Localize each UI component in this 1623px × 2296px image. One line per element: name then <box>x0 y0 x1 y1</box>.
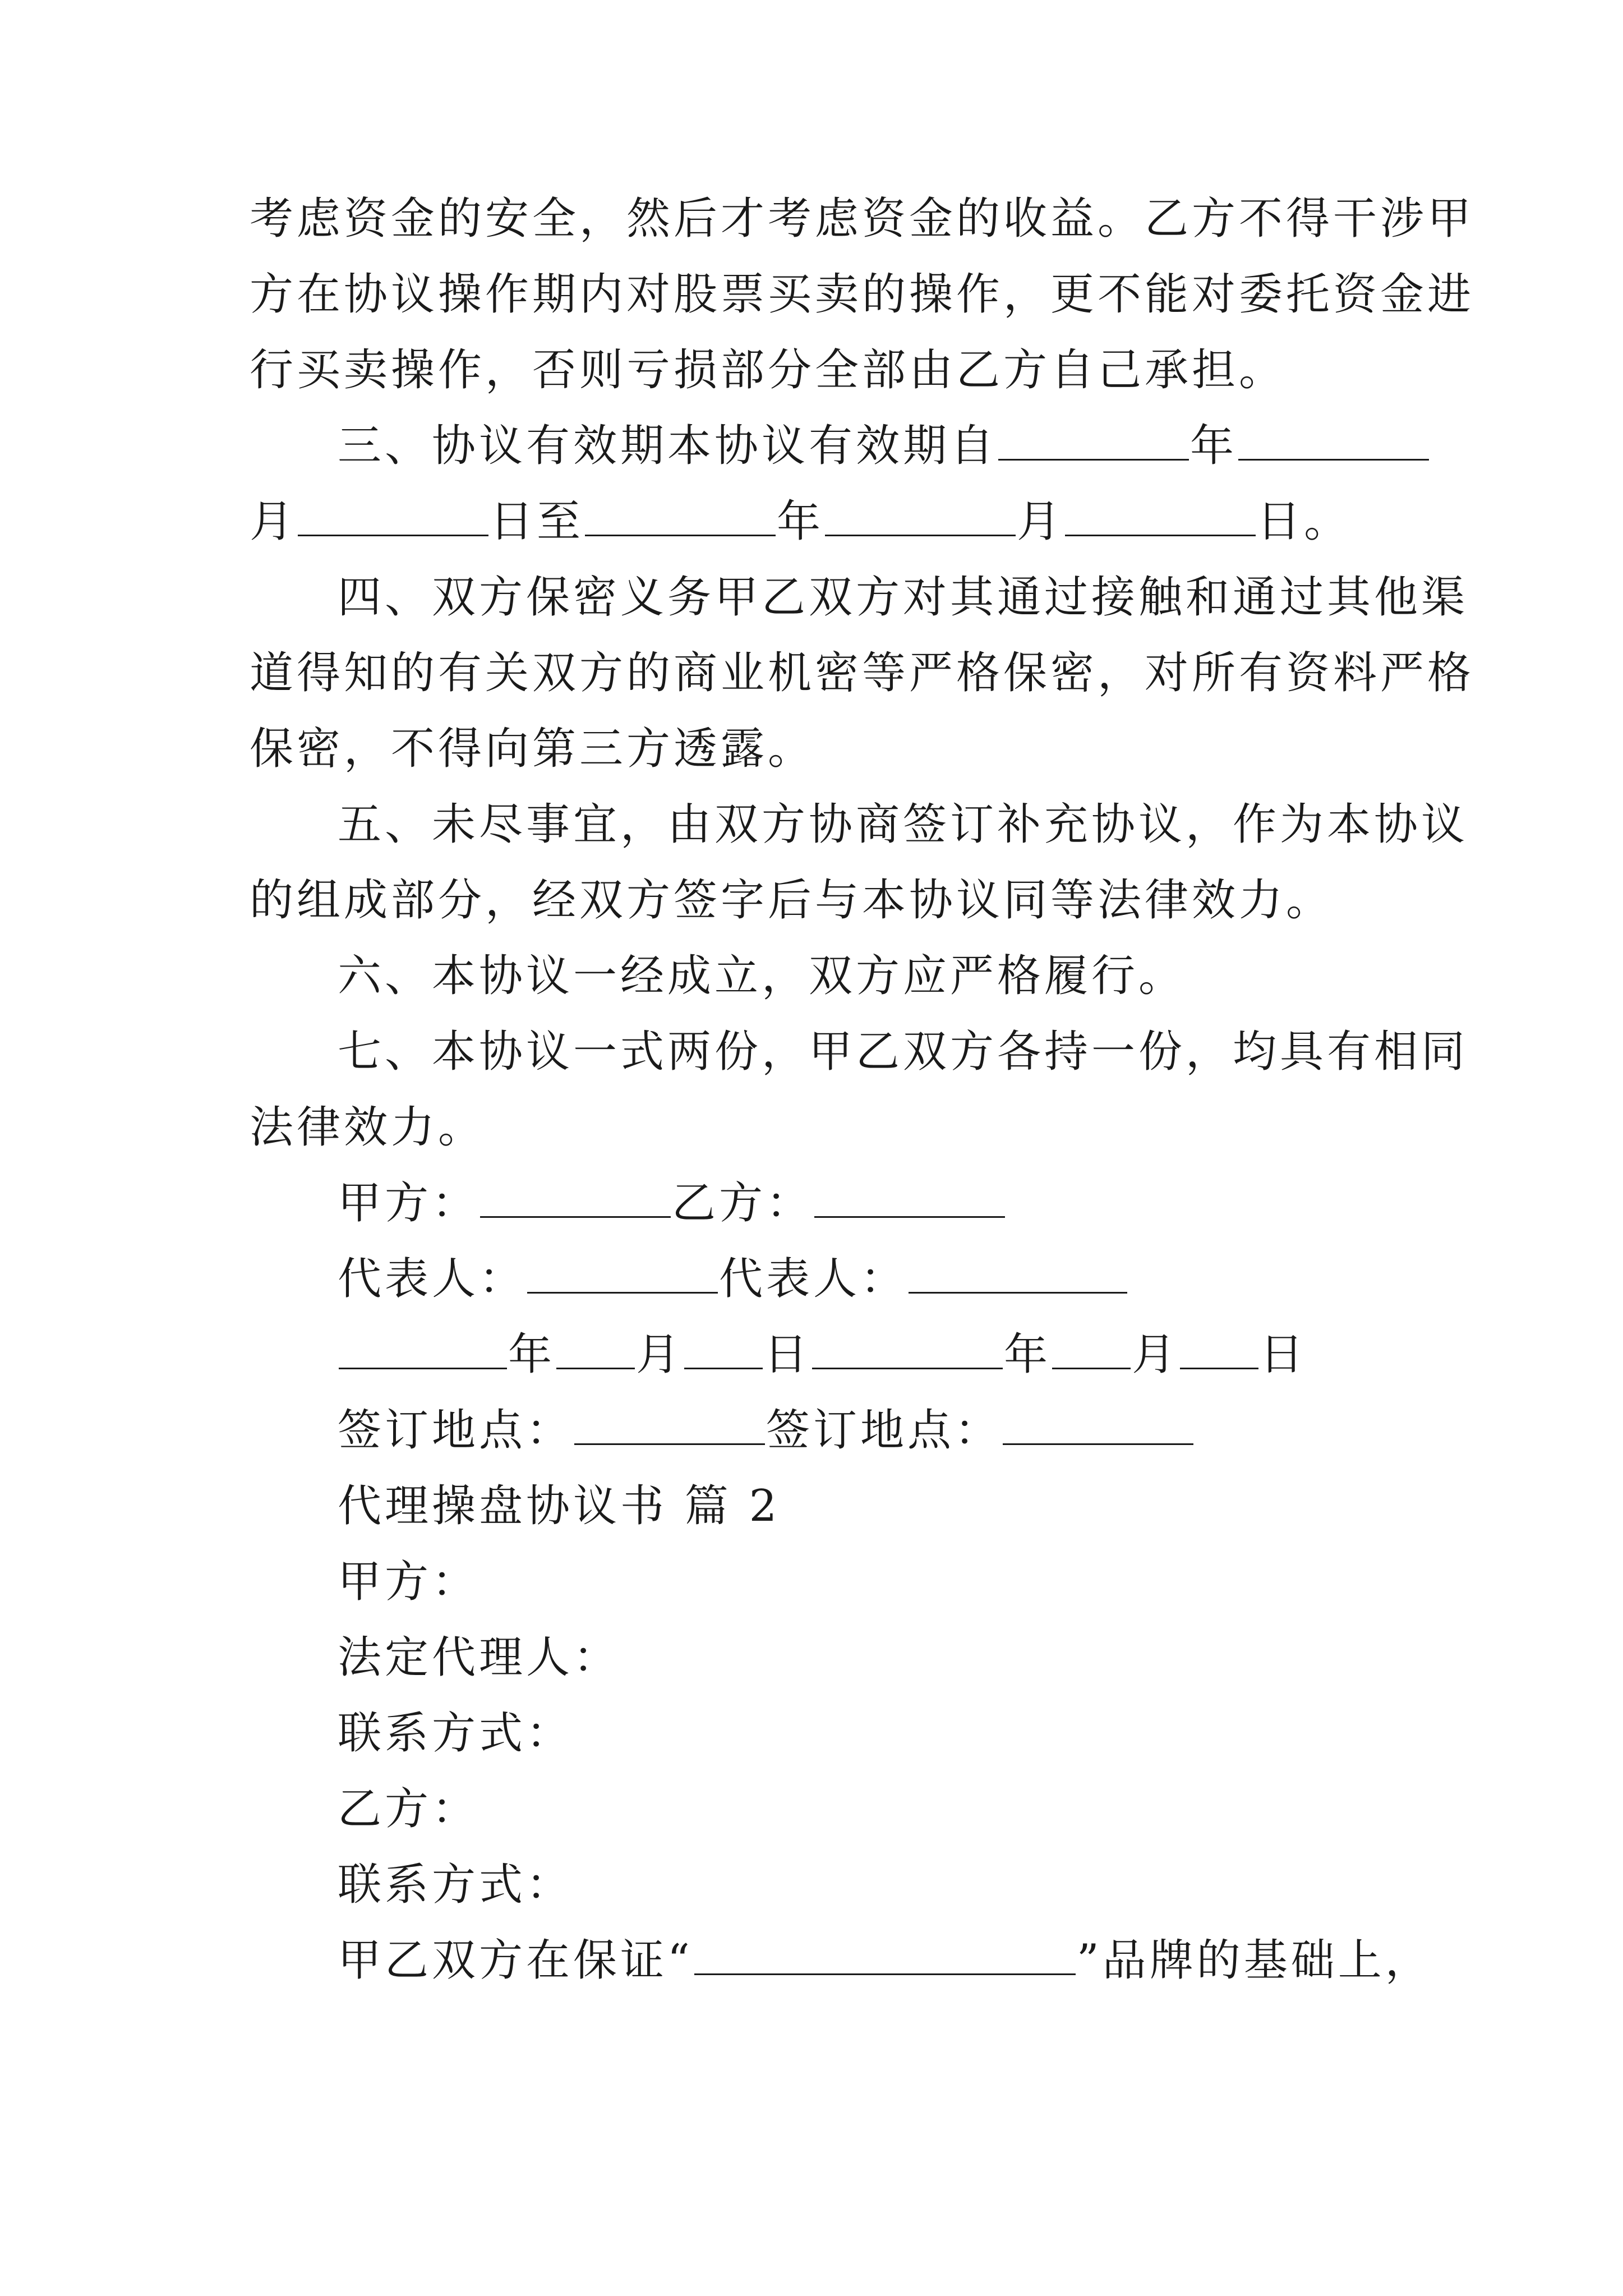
signing-place-line <box>338 1402 1195 1458</box>
clause-3-line-1 <box>338 418 1430 474</box>
month-label: 月 <box>1132 1329 1179 1380</box>
party-signature-line <box>338 1175 1006 1231</box>
clause-7-line: 法律效力。 <box>250 1102 486 1153</box>
party-b-label: 乙方： <box>672 1178 814 1228</box>
rep-a-label: 代表人： <box>338 1254 527 1304</box>
signing-date-line <box>338 1327 1307 1383</box>
brand-blank <box>694 1936 1076 1975</box>
day-end-label: 日。 <box>1257 496 1352 547</box>
year-label: 年 <box>1190 421 1238 471</box>
month-blank <box>1052 1331 1131 1369</box>
brand-text-start: 甲乙双方在保证“ <box>338 1935 693 1986</box>
clause-6-line: 六、本协议一经成立，双方应严格履行。 <box>338 951 1186 1001</box>
year-blank <box>339 1331 507 1369</box>
clause-5-line: 五、未尽事宜，由双方协商签订补充协议，作为本协议 <box>338 799 1469 850</box>
clause-5-line: 的组成部分，经双方签字后与本协议同等法律效力。 <box>250 875 1334 926</box>
month-label: 月 <box>1017 496 1064 547</box>
day-blank <box>684 1331 763 1369</box>
rep-b-blank <box>909 1255 1127 1294</box>
section-heading: 代理操盘协议书 篇 2 <box>338 1481 781 1531</box>
legal-agent-field: 法定代理人： <box>338 1632 621 1683</box>
rep-b-label: 代表人： <box>719 1254 908 1304</box>
party-a-label: 甲方： <box>338 1178 479 1228</box>
month-label: 月 <box>250 496 297 547</box>
party-b-field: 乙方： <box>338 1784 479 1834</box>
clause-4-line: 四、双方保密义务甲乙双方对其通过接触和通过其他渠 <box>338 572 1469 623</box>
date-blank <box>298 498 488 536</box>
party-b-blank <box>814 1179 1005 1218</box>
year-label: 年 <box>1004 1329 1052 1380</box>
clause-4-line: 保密，不得向第三方透露。 <box>250 724 815 774</box>
paragraph-line: 方在协议操作期内对股票买卖的操作，更不能对委托资金进 <box>250 269 1475 320</box>
brand-line <box>338 1932 1432 1989</box>
place-a-blank <box>574 1406 765 1445</box>
month-blank <box>556 1331 635 1369</box>
clause-text: 三、协议有效期本协议有效期自 <box>338 421 998 471</box>
representative-line <box>338 1251 1128 1307</box>
place-a-label: 签订地点： <box>338 1405 574 1456</box>
contact-a-field: 联系方式： <box>338 1708 574 1759</box>
contact-b-field: 联系方式： <box>338 1860 574 1910</box>
date-blank <box>1065 498 1256 536</box>
party-a-blank <box>480 1179 671 1218</box>
brand-text-end: ”品牌的基础上， <box>1076 1935 1432 1986</box>
day-label: 日 <box>764 1329 811 1380</box>
day-to-label: 日至 <box>490 496 584 547</box>
paragraph-line: 行买卖操作，否则亏损部分全部由乙方自己承担。 <box>250 345 1287 395</box>
clause-3-line-2 <box>250 494 1351 550</box>
date-blank <box>998 422 1189 461</box>
day-blank <box>1180 1331 1258 1369</box>
clause-7-line: 七、本协议一式两份，甲乙双方各持一份，均具有相同 <box>338 1027 1469 1077</box>
place-b-blank <box>1003 1406 1193 1445</box>
date-blank <box>1238 422 1429 461</box>
rep-a-blank <box>527 1255 718 1294</box>
date-blank <box>825 498 1016 536</box>
clause-4-line: 道得知的有关双方的商业机密等严格保密，对所有资料严格 <box>250 648 1475 698</box>
paragraph-line: 考虑资金的安全，然后才考虑资金的收益。乙方不得干涉甲 <box>250 194 1475 244</box>
year-label: 年 <box>508 1329 556 1380</box>
place-b-label: 签订地点： <box>766 1405 1002 1456</box>
year-label: 年 <box>777 496 824 547</box>
day-label: 日 <box>1260 1329 1307 1380</box>
year-blank <box>812 1331 1003 1369</box>
date-blank <box>585 498 776 536</box>
month-label: 月 <box>636 1329 684 1380</box>
party-a-field: 甲方： <box>338 1557 479 1607</box>
